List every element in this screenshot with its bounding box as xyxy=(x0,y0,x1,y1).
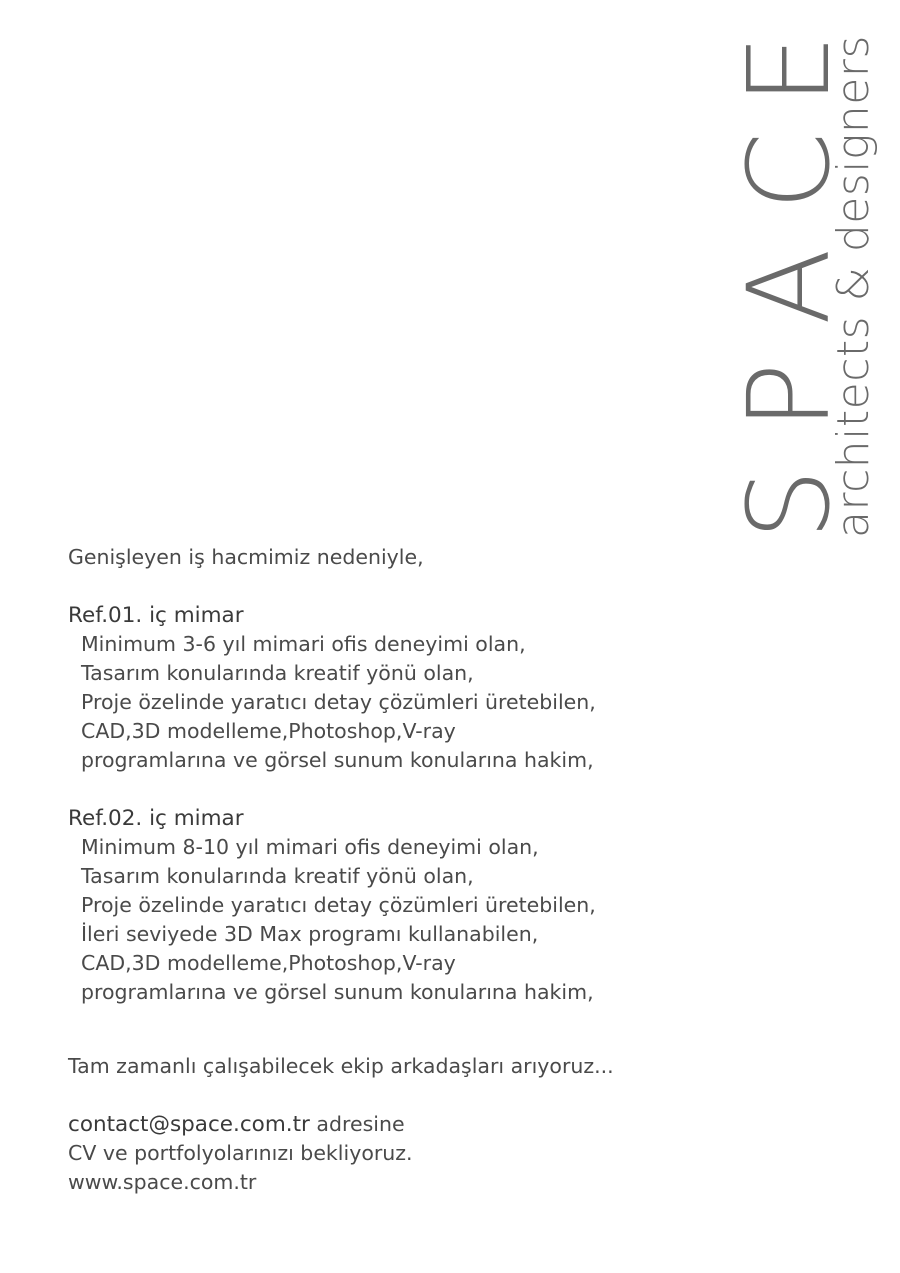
ref-01-line: CAD,3D modelleme,Photoshop,V-ray xyxy=(81,719,456,743)
logo-letter-p: P xyxy=(725,362,855,430)
ref-01-line: programlarına ve görsel sunum konularına hakim, xyxy=(81,748,594,772)
ref-02-line: CAD,3D modelleme,Photoshop,V-ray xyxy=(81,951,456,975)
ref-01-line: Proje özelinde yaratıcı detay çözümleri üretebilen, xyxy=(81,690,596,714)
ref-01-title: Ref.01. iç mimar xyxy=(68,603,244,628)
contact-email-suffix: adresine xyxy=(309,1112,405,1136)
ref-02-line: İleri seviyede 3D Max programı kullanabilen, xyxy=(81,922,539,946)
ref-02-line: Minimum 8-10 yıl mimari ofis deneyimi olan, xyxy=(81,835,539,859)
ref-02-line: Tasarım konularında kreatif yönü olan, xyxy=(81,864,474,888)
closing-text: Tam zamanlı çalışabilecek ekip arkadaşları arıyoruz... xyxy=(68,1054,614,1078)
ref-02-line: Proje özelinde yaratıcı detay çözümleri üretebilen, xyxy=(81,893,596,917)
contact-email-link[interactable]: contact@space.com.tr xyxy=(68,1112,310,1137)
logo-tagline: architects & designers xyxy=(828,35,879,538)
cv-line: CV ve portfolyolarınızı bekliyoruz. xyxy=(68,1141,413,1165)
job-posting xyxy=(68,543,708,1197)
website-link[interactable]: www.space.com.tr xyxy=(68,1170,257,1194)
ref-02-title: Ref.02. iç mimar xyxy=(68,806,244,831)
logo-letter-s: S xyxy=(725,468,855,540)
logo-letter-a: A xyxy=(725,248,855,325)
intro-text: Genişleyen iş hacmimiz nedeniyle, xyxy=(68,545,424,569)
ref-01-line: Minimum 3-6 yıl mimari ofis deneyimi olan, xyxy=(81,632,526,656)
logo-letter-e: E xyxy=(725,34,855,105)
ref-01-line: Tasarım konularında kreatif yönü olan, xyxy=(81,661,474,685)
contact-line xyxy=(68,1110,708,1139)
ref-02-line: programlarına ve görsel sunum konularına hakim, xyxy=(81,980,594,1004)
logo-letter-c: C xyxy=(725,131,855,210)
space-logo xyxy=(0,0,900,560)
space-logo-graphic xyxy=(0,0,900,560)
